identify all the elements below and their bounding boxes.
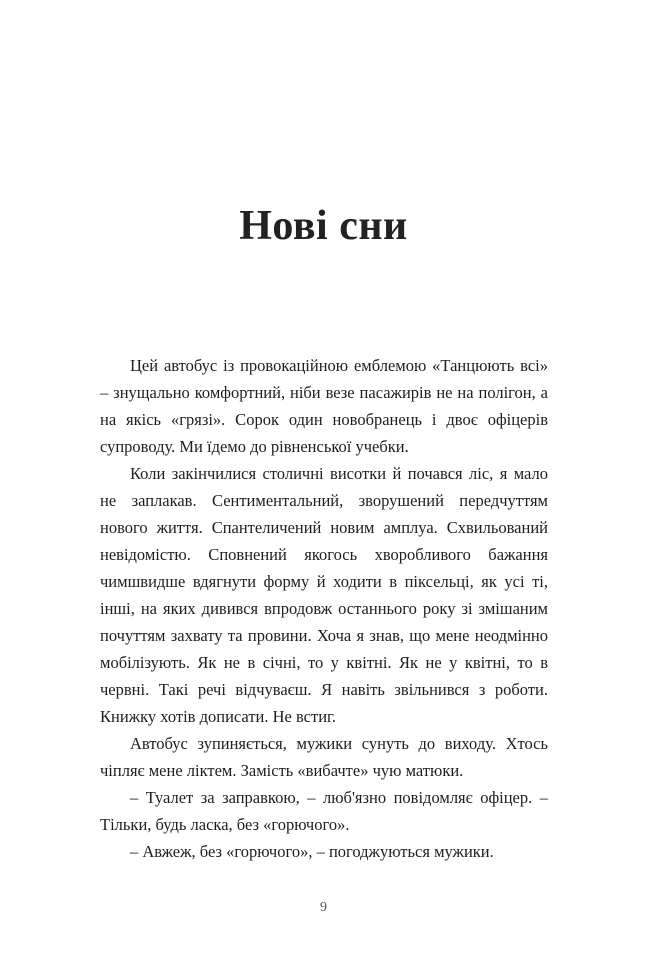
paragraph-1: Цей автобус із провокаційною емблемою «Танцюють всі» – знущально комфортний, ніби везе пасажирів не на полігон, а на якісь «грязі». Сорок один новобранець і двоє офіцерів супроводу. Ми їдемо до рівненської учебки. — [100, 356, 548, 456]
chapter-body — [100, 352, 548, 865]
paragraph-2: Коли закінчилися столичні висотки й почався ліс, я мало не заплакав. Сентиментальний, зворушений передчуттям нового життя. Спантеличений новим амплуа. Схвильований невідомістю. Сповнений якогось хворобливого бажання чимшвидше вдягнути форму й ходити в піксельці, як усі ті, інші, на яких дивився впродовж останнього року зі змішаним почуттям захвату та провини. Хоча я знав, що мене неодмінно мобілізують. Як не в січні, то у квітні. Як не у квітні, то в червні. Такі речі відчуваєш. Я навіть звільнився з роботи. Книжку хотів дописати. Не встиг. — [100, 464, 548, 726]
paragraph-4: – Туалет за заправкою, – люб'язно повідомляє офіцер. – Тільки, будь ласка, без «горючого». — [100, 788, 548, 834]
paragraph-3: Автобус зупиняється, мужики сунуть до виходу. Хтось чіпляє мене ліктем. Замість «вибачте» чую матюки. — [100, 734, 548, 780]
page-number: 9 — [320, 900, 327, 915]
paragraph-5: – Авжеж, без «горючого», – погоджуються мужики. — [130, 842, 494, 861]
chapter-title: Нові сни — [239, 203, 408, 249]
